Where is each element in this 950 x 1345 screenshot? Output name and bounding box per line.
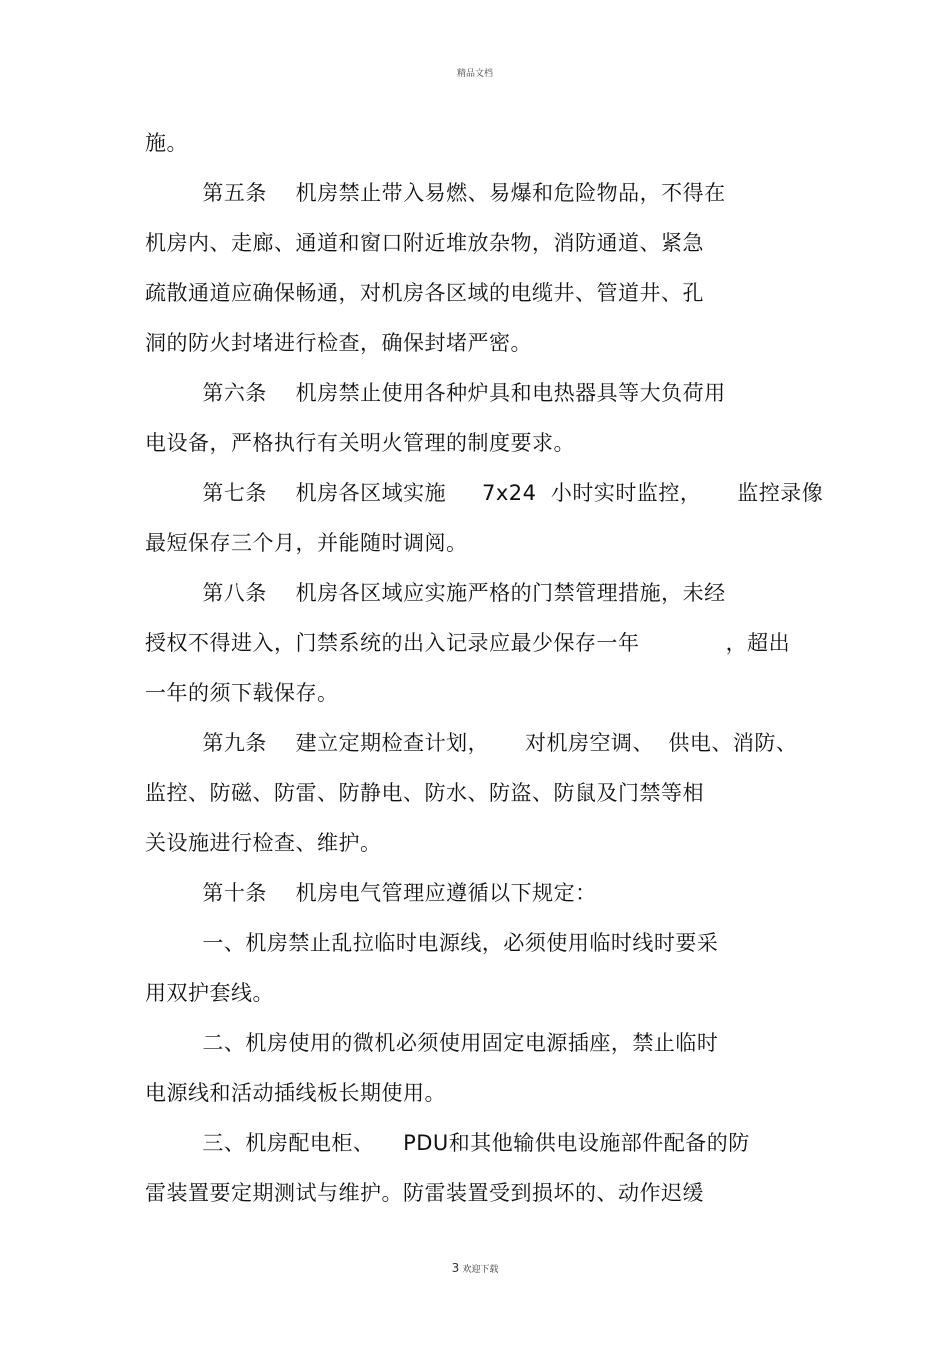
text-line: 第十条 机房电气管理应遵循以下规定：	[145, 881, 597, 905]
text-line: 电源线和活动插线板长期使用。	[145, 1081, 446, 1105]
text-line: 监控、防磁、防雷、防静电、防水、防盗、防鼠及门禁等相	[145, 781, 704, 805]
text-line: 疏散通道应确保畅通，对机房各区域的电缆井、管道井、孔	[145, 281, 704, 305]
page-footer	[0, 1261, 950, 1275]
page-header: 精品文档	[456, 69, 493, 79]
text-line: 电设备，严格执行有关明火管理的制度要求。	[145, 431, 575, 455]
text-line: 关设施进行检查、维护。	[145, 831, 382, 855]
text-line: 授权不得进入，门禁系统的出入记录应最少保存一年 ，超出	[145, 631, 791, 655]
text-line: 第八条 机房各区域应实施严格的门禁管理措施，未经	[145, 581, 726, 605]
text-line: 二、机房使用的微机必须使用固定电源插座，禁止临时	[145, 1031, 719, 1055]
text-line: 第七条 机房各区域实施 7x24 小时实时监控， 监控录像	[145, 481, 824, 505]
text-line: 机房内、走廊、通道和窗口附近堆放杂物，消防通道、紧急	[145, 231, 704, 255]
text-line: 第六条 机房禁止使用各种炉具和电热器具等大负荷用	[145, 381, 726, 405]
footer-text: 欢迎下载	[462, 1265, 499, 1275]
text-line: 一、机房禁止乱拉临时电源线，必须使用临时线时要采	[145, 931, 719, 955]
text-line: 雷装置要定期测试与维护。防雷装置受到损坏的、动作迟缓	[145, 1181, 704, 1205]
page-number: 3	[451, 1261, 460, 1275]
text-line: 第五条 机房禁止带入易燃、易爆和危险物品，不得在	[145, 181, 726, 205]
text-line: 用双护套线。	[145, 981, 274, 1005]
text-line: 三、机房配电柜、 PDU和其他输供电设施部件配备的防	[145, 1131, 750, 1155]
text-line: 施。	[145, 131, 188, 155]
text-line: 洞的防火封堵进行检查，确保封堵严密。	[145, 331, 532, 355]
text-line: 第九条 建立定期检查计划， 对机房空调、 供电、消防、	[145, 731, 798, 755]
text-line: 最短保存三个月，并能随时调阅。	[145, 531, 468, 555]
text-line: 一年的须下载保存。	[145, 681, 339, 705]
